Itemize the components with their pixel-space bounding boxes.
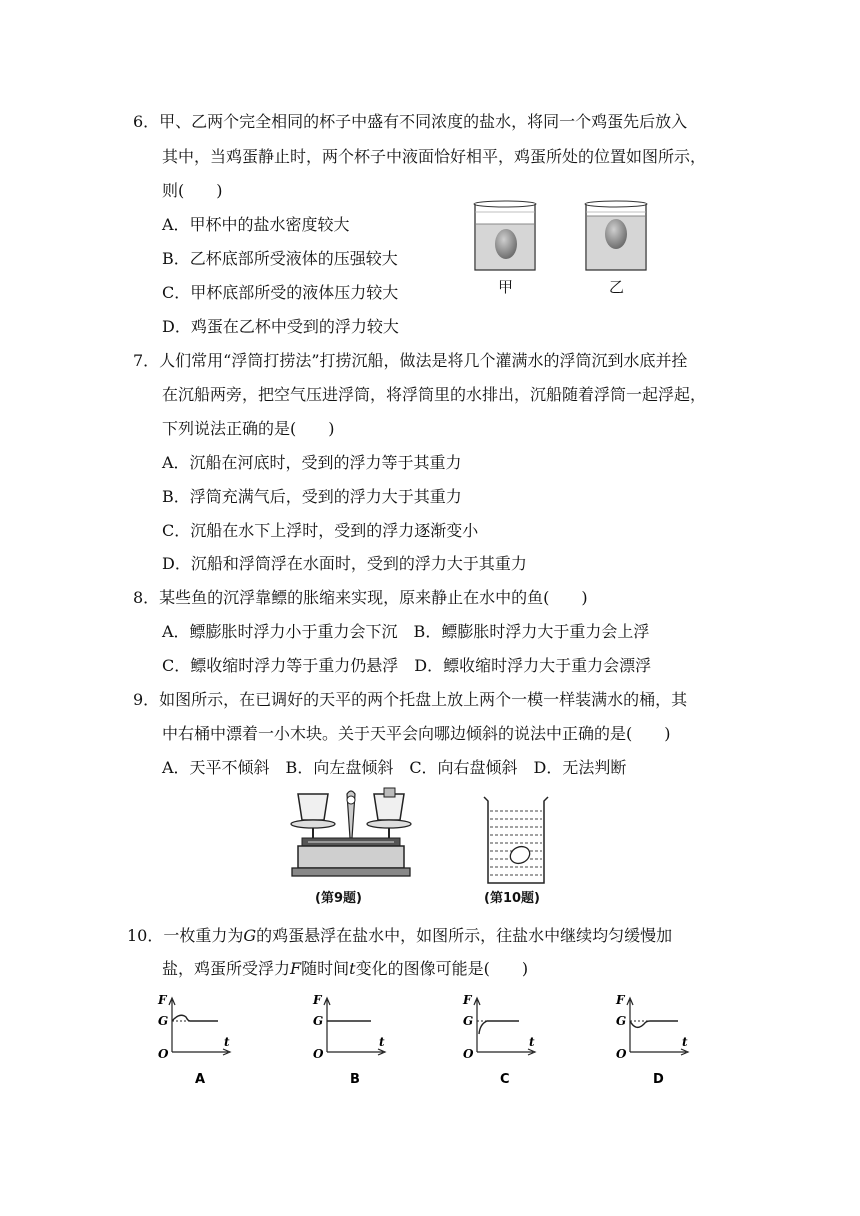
right-bucket (374, 788, 404, 820)
q6-stem-line-3: 则( ) (162, 181, 223, 200)
figure-caption-10: (第10题) (484, 891, 540, 906)
graph-d-axis-g: G (616, 1014, 627, 1028)
cup-yi (585, 201, 647, 270)
graph-c-label: C (500, 1072, 510, 1087)
graph-d (608, 990, 708, 1090)
graph-c-axis-g: G (463, 1014, 474, 1028)
cup-label-yi: 乙 (609, 278, 625, 296)
q7-option-c: C．沉船在水下上浮时，受到的浮力逐渐变小 (162, 521, 479, 540)
q10-text: 盐，鸡蛋所受浮力 (162, 959, 291, 978)
q7-option-b: B．浮筒充满气后，受到的浮力大于其重力 (162, 487, 462, 506)
q10-var-f: F (290, 959, 302, 978)
q7-option-d: D．沉船和浮筒浮在水面时，受到的浮力大于其重力 (162, 554, 527, 573)
q10-var-g: G (243, 926, 257, 945)
graph-b-axis-t: t (379, 1035, 385, 1049)
graph-a-axis-f: F (158, 993, 167, 1007)
q6-option-c: C．甲杯底部所受的液体压力较大 (162, 283, 399, 302)
q7-stem-line-3: 下列说法正确的是( ) (162, 419, 335, 438)
egg-jia (495, 229, 517, 259)
q7-stem-line-2: 在沉船两旁，把空气压进浮筒，将浮筒里的水排出，沉船随着浮筒一起浮起， (162, 385, 707, 404)
q10-var-t: t (349, 959, 356, 978)
q6-stem-line-1: 6．甲、乙两个完全相同的杯子中盛有不同浓度的盐水，将同一个鸡蛋先后放入 (133, 112, 688, 131)
graph-b-axis-f: F (313, 993, 322, 1007)
graph-b (305, 990, 405, 1090)
graph-d-axis-f: F (616, 993, 625, 1007)
q10-text: 随时间 (301, 959, 350, 978)
left-bucket (298, 794, 328, 820)
q9-stem-line-1: 9．如图所示，在已调好的天平的两个托盘上放上两个一模一样装满水的桶，其 (133, 690, 688, 709)
q10-stem-line-1 (127, 925, 672, 947)
q8-options-row-1: A．鳔膨胀时浮力小于重力会下沉 B．鳔膨胀时浮力大于重力会上浮 (162, 622, 650, 641)
balance-scale-figure (288, 786, 422, 886)
q8-options-row-2: C．鳔收缩时浮力等于重力仍悬浮 D．鳔收缩时浮力大于重力会漂浮 (162, 656, 652, 675)
egg-in-beaker (508, 844, 533, 867)
graph-b-axis-g: G (313, 1014, 324, 1028)
graph-a-axis-t: t (224, 1035, 230, 1049)
cup-label-jia: 甲 (498, 278, 514, 296)
q10-stem-line-2 (162, 958, 528, 980)
q7-option-a: A．沉船在河底时，受到的浮力等于其重力 (162, 453, 462, 472)
q9-stem-line-2: 中右桶中漂着一小木块。关于天平会向哪边倾斜的说法中正确的是( ) (162, 724, 671, 743)
beaker-figure (480, 795, 552, 887)
graph-b-label: B (350, 1072, 360, 1087)
graph-a-axis-g: G (158, 1014, 169, 1028)
graph-c-axis-t: t (529, 1035, 535, 1049)
cup-jia (474, 201, 536, 270)
graph-c (455, 990, 555, 1090)
q6-stem-line-2: 其中，当鸡蛋静止时，两个杯子中液面恰好相平，鸡蛋所处的位置如图所示， (162, 147, 707, 166)
figure-caption-9: (第9题) (315, 891, 362, 906)
graph-d-axis-t: t (682, 1035, 688, 1049)
graph-c-origin: O (463, 1047, 474, 1061)
q6-option-a: A．甲杯中的盐水密度较大 (162, 215, 350, 234)
graph-a-label: A (195, 1072, 206, 1087)
graph-a (150, 990, 250, 1090)
graph-b-origin: O (313, 1047, 324, 1061)
q10-text: 10．一枚重力为 (127, 926, 244, 945)
graph-d-label: D (653, 1072, 664, 1087)
wood-block (384, 788, 395, 797)
q9-options-row: A．天平不倾斜 B．向左盘倾斜 C．向右盘倾斜 D．无法判断 (162, 758, 627, 777)
q8-stem-line-1: 8．某些鱼的沉浮靠鳔的胀缩来实现，原来静止在水中的鱼( ) (133, 588, 588, 607)
q7-stem-line-1: 7．人们常用“浮筒打捞法”打捞沉船，做法是将几个灌满水的浮筒沉到水底并拴 (133, 351, 688, 370)
q6-option-b: B．乙杯底部所受液体的压强较大 (162, 249, 398, 268)
q6-option-d: D．鸡蛋在乙杯中受到的浮力较大 (162, 317, 399, 336)
egg-yi (605, 219, 627, 249)
q10-text: 变化的图像可能是( ) (355, 959, 529, 978)
graph-d-origin: O (616, 1047, 627, 1061)
graph-c-axis-f: F (463, 993, 472, 1007)
q10-text: 的鸡蛋悬浮在盐水中，如图所示，往盐水中继续均匀缓慢加 (256, 926, 673, 945)
graph-a-origin: O (158, 1047, 169, 1061)
